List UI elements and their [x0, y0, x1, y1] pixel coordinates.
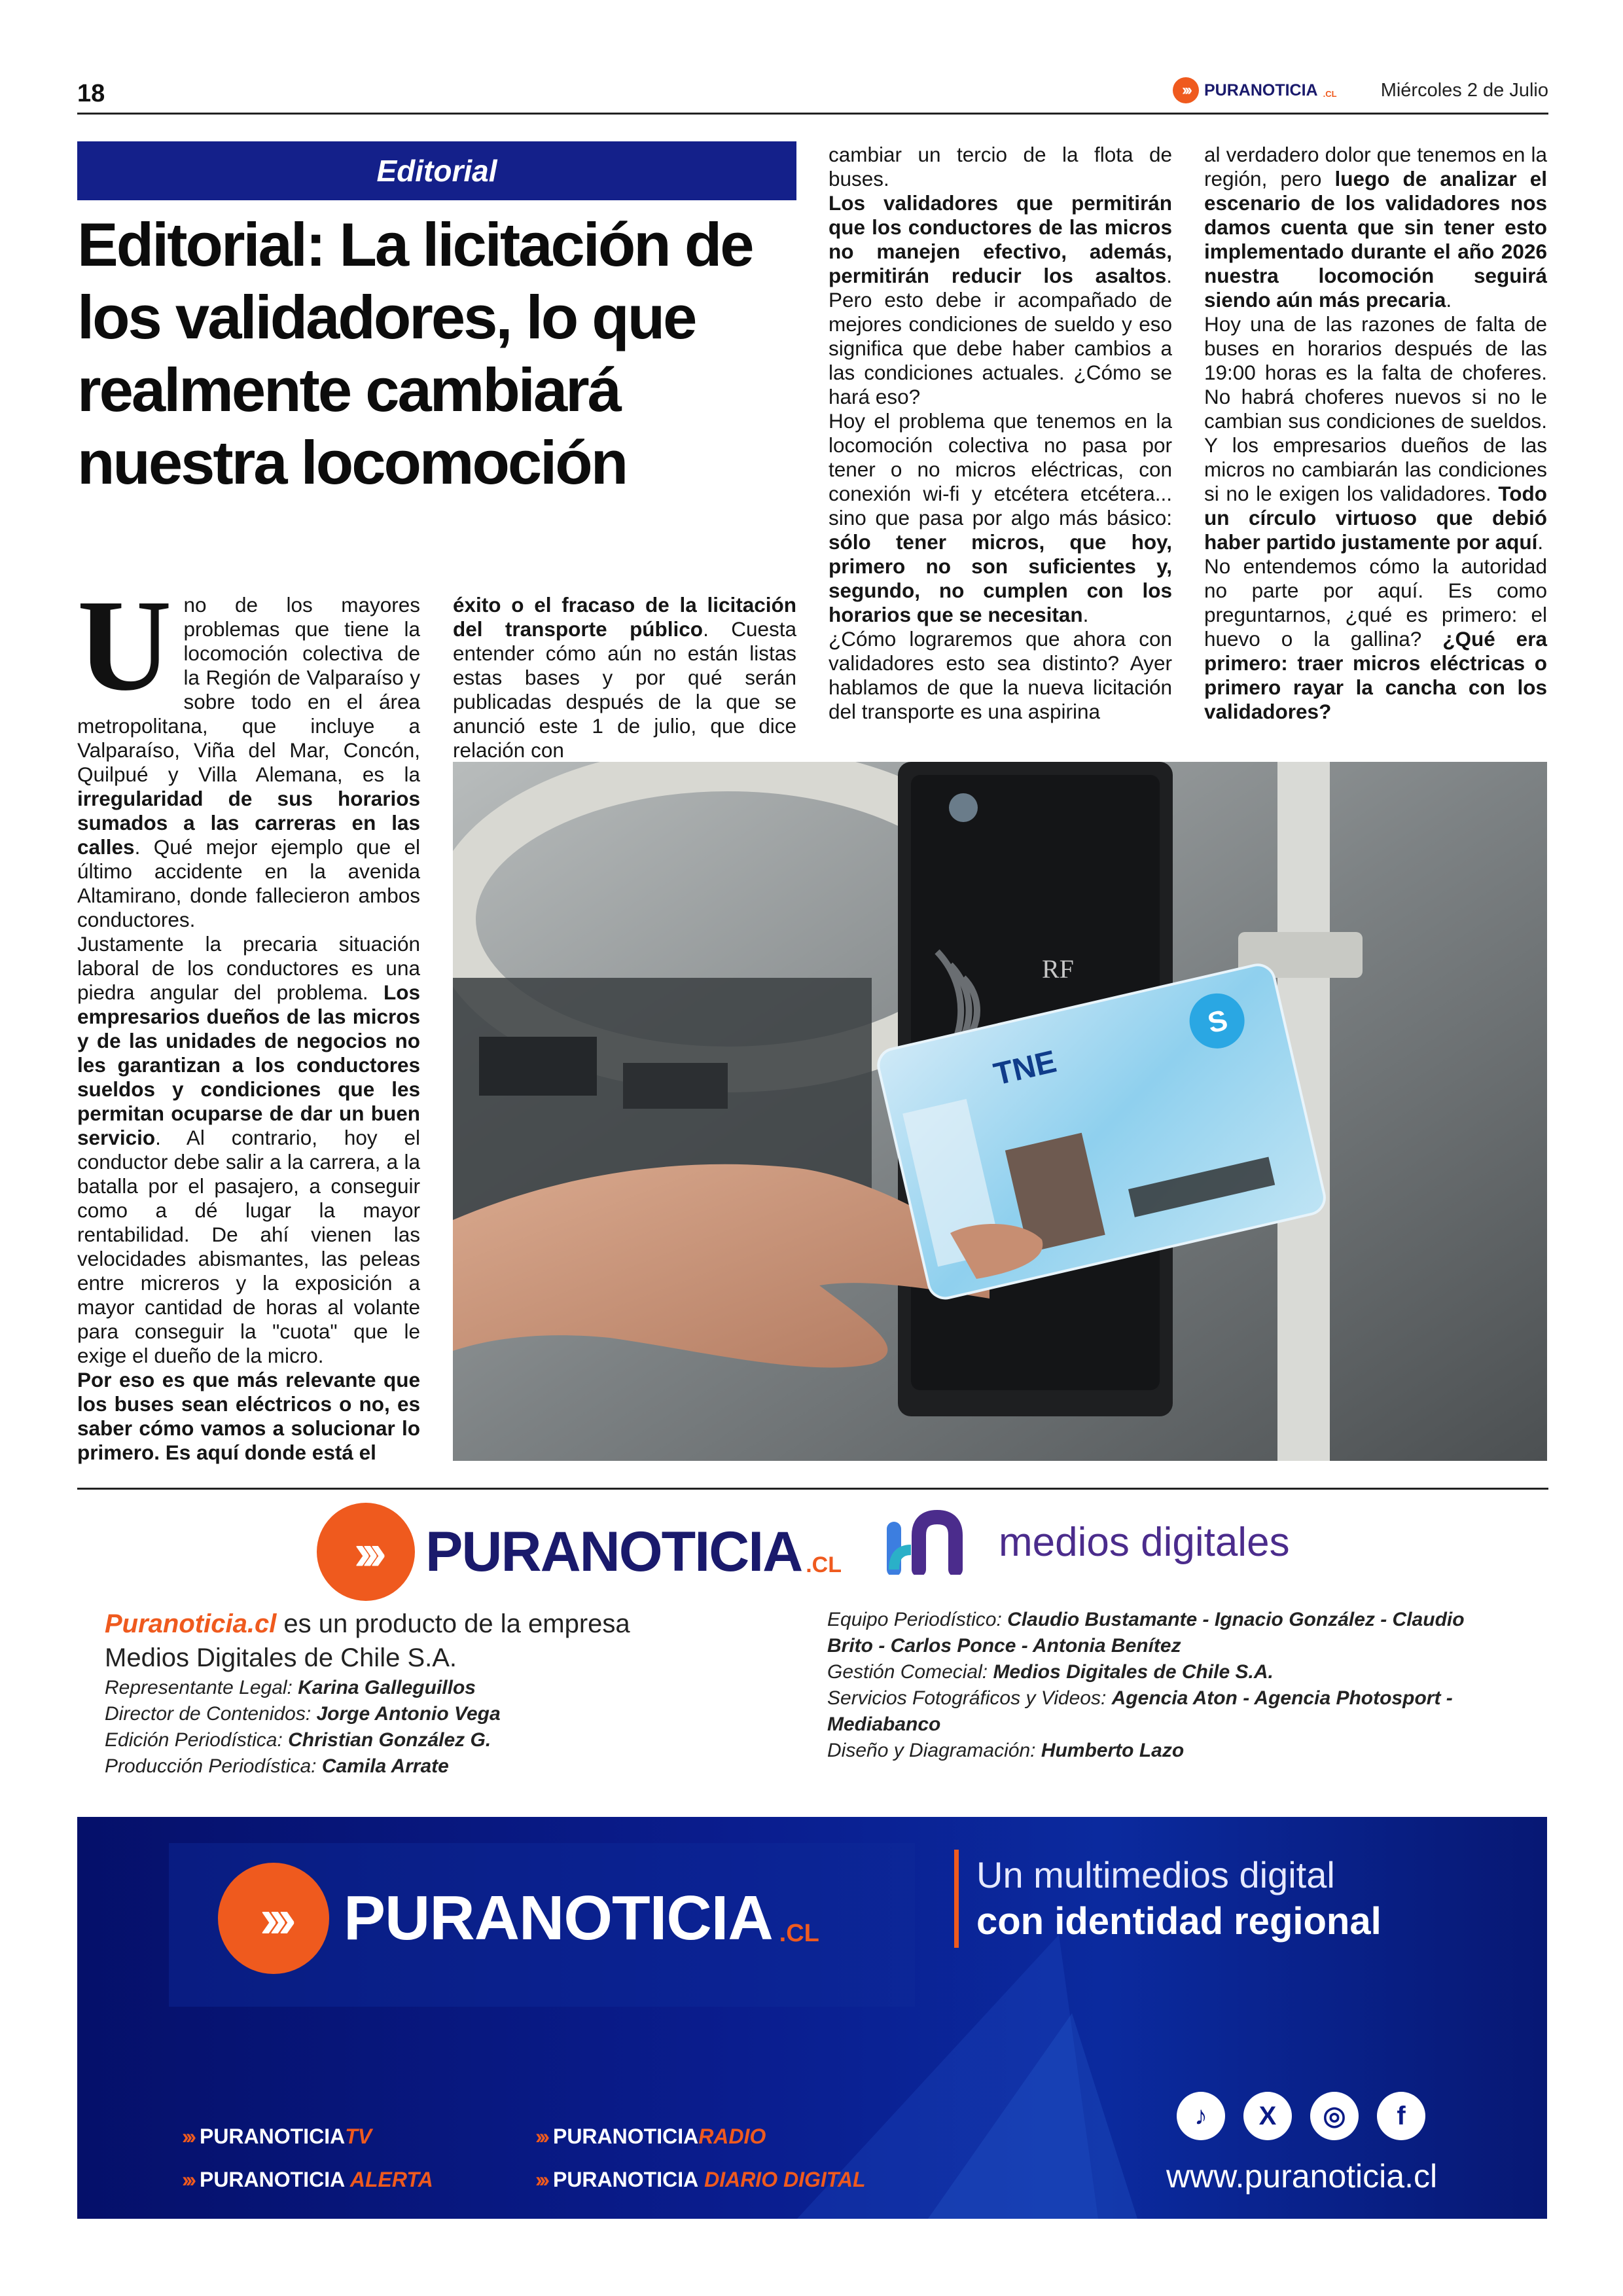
promo-banner — [77, 1817, 1547, 2219]
article-paragraph: Justamente la precaria situación laboral de los conductores es una piedra angular del problema. Los empresarios dueños de las micros y de las unidades de negocios no les garantizan a los conductores sueldos y condiciones que les permitan ocuparse de dar un buen servicio. Al contrario, hoy el conductor debe salir a la carrera, a la batalla por el pasajero, a conseguir como a dé lugar la mayor rentabilidad. De ahí vienen las velocidades abismantes, las peleas entre micreros y la exposición a mayor cantidad de horas al volante para conseguir la "cuota" que le exige el dueño de la micro. — [77, 932, 420, 1367]
credit-line: Diseño y Diagramación: Humberto Lazo — [827, 1740, 1185, 1761]
article-paragraph: cambiar un tercio de la flota de buses. — [829, 143, 1172, 190]
tiktok-icon[interactable]: ♪ — [1177, 2092, 1225, 2140]
medios-digitales-text: medios digitales — [999, 1519, 1290, 1565]
credits-lead — [105, 1607, 630, 1675]
chevrons-icon: ››› — [182, 2125, 193, 2148]
article-column-1 — [77, 573, 420, 1465]
header-logo — [1173, 77, 1337, 103]
article-column-4 — [1204, 143, 1547, 724]
banner-tagline-1: Un multimedios digital — [976, 1854, 1335, 1895]
article-paragraph: No entendemos cómo la autoridad no parte por aquí. Es como preguntarnos, ¿qué es primero: el huevo o la gallina? ¿Qué era primero: traer micros eléctricas o primero rayar la cancha con los validadores? — [1204, 554, 1547, 723]
article-paragraph: Hoy el problema que tenemos en la locomoción colectiva no pasa por tener o no micros eléctricas, con conexión wi-fi y etcétera etcétera... sino que pasa por algo más básico: sólo tener micros, que hoy, primero no son suficientes y, segundo, no cumplen con los horarios que se necesitan. — [829, 409, 1172, 626]
subbrand-diario-digital: ››› PURANOTICIA DIARIO DIGITAL — [535, 2168, 866, 2191]
article-paragraph: ¿Cómo lograremos que ahora con validadores esto sea distinto? Ayer hablamos de que la nueva licitación del transporte es una aspirina — [829, 627, 1172, 723]
banner-logo-brand: PURANOTICIA — [344, 1883, 773, 1953]
section-banner: Editorial — [77, 141, 796, 200]
card-title: TNE — [990, 1044, 1060, 1092]
logo-brand: PURANOTICIA — [425, 1520, 802, 1583]
article-paragraph: al verdadero dolor que tenemos en la región, pero luego de analizar el escenario de los validadores nos damos cuenta que sin tener esto implementado durante el año 2026 nuestra locomoción seguirá siendo aún más precaria. — [1204, 143, 1547, 312]
article-photo — [453, 762, 1547, 1461]
header-logo-brand: PURANOTICIA — [1204, 81, 1318, 99]
website-link[interactable]: www.puranoticia.cl — [1166, 2158, 1438, 2195]
credit-line: Producción Periodística: Camila Arrate — [105, 1755, 449, 1777]
chevrons-icon: ››› — [535, 2168, 546, 2191]
header-rule — [77, 113, 1548, 115]
article-column-3 — [829, 143, 1172, 724]
article-paragraph: Hoy una de las razones de falta de buses en horarios después de las 19:00 horas es la falta de choferes. No habrá choferes nuevos si no le cambian sus condiciones de sueldos. Y los empresarios dueños de las micros no cambiarán las condiciones si no le exigen los validadores. Todo un círculo virtuoso que debió haber partido justamente por aquí. — [1204, 312, 1547, 554]
credit-line: Director de Contenidos: Jorge Antonio Vega — [105, 1703, 501, 1725]
article-column-2 — [453, 593, 796, 762]
banner-logo-tld: .CL — [779, 1919, 819, 1947]
credit-line: Edición Periodística: Christian González G. — [105, 1729, 491, 1751]
puranoticia-logo — [317, 1503, 842, 1601]
card-badge: S — [1204, 1003, 1231, 1040]
medios-digitales-logo — [885, 1509, 1290, 1575]
banner-tagline-2: con identidad regional — [976, 1900, 1382, 1943]
subbrand-alerta: ››› PURANOTICIA ALERTA — [182, 2168, 433, 2191]
subbrand-radio: ››› PURANOTICIARADIO — [535, 2125, 766, 2148]
credits-lead-text-1: es un producto de la empresa — [276, 1609, 630, 1638]
credits-rule — [77, 1488, 1548, 1490]
chevrons-icon: ››› — [218, 1863, 329, 1974]
tagline-accent-bar — [954, 1850, 959, 1948]
facebook-icon[interactable]: f — [1377, 2092, 1425, 2140]
credits-lead-org: Puranoticia.cl — [105, 1609, 277, 1638]
article-paragraph: éxito o el fracaso de la licitación del transporte público. Cuesta entender cómo aún no están listas estas bases y por qué serán publicadas después de la que se anunció este 1 de julio, que dice relación con — [453, 593, 797, 762]
headline: Editorial: La licitación de los validadores, lo que realmente cambiará nuestra locomoción — [77, 210, 753, 497]
subbrand-tv: ››› PURANOTICIATV — [182, 2125, 372, 2148]
credit-line: Representante Legal: Karina Galleguillos — [105, 1677, 476, 1698]
x-icon[interactable]: X — [1243, 2092, 1292, 2140]
header-logo-tld: .CL — [1323, 88, 1337, 99]
chevrons-icon: ››› — [1173, 77, 1199, 103]
drop-cap: U — [77, 573, 172, 718]
article-paragraph: Los validadores que permitirán que los conductores de las micros no manejen efectivo, además, permitirán reducir los asaltos. Pero esto debe ir acompañado de mejores condiciones de sueldo y eso significa que debe haber cambios a las condiciones actuales. ¿Cómo se hará eso? — [829, 191, 1172, 408]
medios-digitales-icon — [885, 1509, 983, 1575]
credits-left — [105, 1607, 630, 1780]
logo-tld: .CL — [806, 1552, 842, 1577]
page-number: 18 — [77, 80, 105, 107]
banner-logo — [218, 1863, 819, 1974]
credit-line: Gestión Comecial: Medios Digitales de Chile S.A. — [827, 1661, 1274, 1683]
rf-label: RF — [1042, 954, 1074, 984]
credits-right — [827, 1607, 1482, 1764]
article-paragraph: no de los mayores problemas que tiene la locomoción colectiva de la Región de Valparaíso y sobre todo en el área metropolitana, que incluye a Valparaíso, Viña del Mar, Concón, Quilpué y Villa Alemana, es la irregularidad de sus horarios sumados a las carreras en las calles. Qué mejor ejemplo que el último accidente en la avenida Altamirano, donde fallecieron ambos conductores. — [77, 593, 420, 931]
instagram-icon[interactable]: ◎ — [1310, 2092, 1359, 2140]
chevrons-icon: ››› — [317, 1503, 415, 1601]
article-paragraph: Por eso es que más relevante que los buses sean eléctricos o no, es saber cómo vamos a solucionar lo primero. Es aquí donde está el — [77, 1368, 420, 1464]
credits-lead-text-2: Medios Digitales de Chile S.A. — [105, 1643, 457, 1672]
credit-line: Equipo Periodístico: Claudio Bustamante - Ignacio González - Claudio Brito - Carlos Ponce - Antonia Benítez — [827, 1609, 1465, 1657]
credit-line: Servicios Fotográficos y Videos: Agencia Aton - Agencia Photosport - Mediabanco — [827, 1687, 1453, 1735]
issue-date: Miércoles 2 de Julio — [1380, 80, 1548, 101]
validator-photo-illustration — [453, 762, 1547, 1461]
column-1-paragraphs — [77, 573, 420, 1465]
social-icons — [1177, 2092, 1425, 2140]
chevrons-icon: ››› — [535, 2125, 546, 2148]
chevrons-icon: ››› — [182, 2168, 193, 2191]
